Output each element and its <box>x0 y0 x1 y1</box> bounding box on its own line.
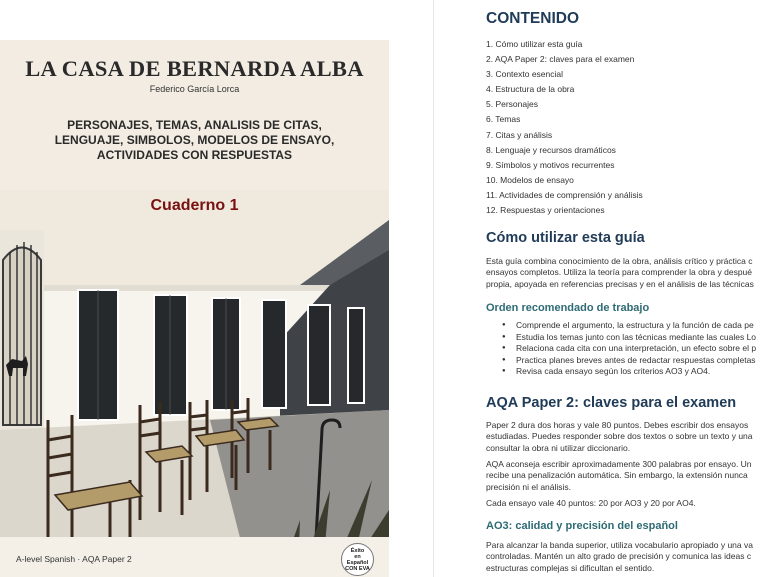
contents-item[interactable]: 11. Actividades de comprensión y análisis <box>486 189 643 200</box>
contents-item[interactable]: 3. Contexto esencial <box>486 69 564 80</box>
contents-list <box>486 37 643 218</box>
cover-page <box>0 40 389 577</box>
contents-item[interactable]: 9. Símbolos y motivos recurrentes <box>486 159 615 170</box>
text-line: estudiadas. Puedes responder sobre dos textos o sobre un texto y una <box>486 431 753 442</box>
contents-item[interactable]: 6. Temas <box>486 114 521 125</box>
cover-subtitle-line: ACTIVIDADES CON RESPUESTAS <box>96 148 293 162</box>
cover-author: Federico García Lorca <box>149 84 240 94</box>
section-heading-aqa: AQA Paper 2: claves para el examen <box>486 395 737 411</box>
contents-item[interactable]: 2. AQA Paper 2: claves para el examen <box>486 54 635 65</box>
bullet-item: ● Relaciona cada cita con una interpretación, un efecto sobre el p <box>502 343 756 355</box>
cover-title: LA CASA DE BERNARDA ALBA <box>25 56 364 81</box>
contents-item[interactable]: 12. Respuestas y orientaciones <box>486 205 605 216</box>
aqa-paragraph-1 <box>486 420 769 454</box>
cover-footer: A-level Spanish · AQA Paper 2 <box>16 554 132 564</box>
order-bullet-list <box>502 320 756 378</box>
contents-item[interactable]: 5. Personajes <box>486 99 538 110</box>
cover-subtitle-line: LENGUAJE, SIMBOLOS, MODELOS DE ENSAYO, <box>54 133 335 147</box>
logo-line: CON EVA <box>345 565 370 572</box>
text-line: Para alcanzar la banda superior, utiliza vocabulario apropiado y una va <box>486 540 753 550</box>
text-line: controladas. Mantén un alto grado de precisión y comunica las ideas c <box>486 551 752 562</box>
contents-item[interactable]: 7. Citas y análisis <box>486 129 553 140</box>
subheading-order: Orden recomendado de trabajo <box>486 302 650 314</box>
logo-line: Español <box>346 559 369 566</box>
contents-item[interactable]: 1. Cómo utilizar esta guía <box>486 39 583 49</box>
ao3-paragraph <box>486 540 769 574</box>
text-line: estructuras complejas si dificultan el sentido. <box>486 562 655 573</box>
publisher-logo <box>341 543 374 576</box>
logo-line: Éxito <box>350 547 365 554</box>
text-line: ensayos completos. Utiliza la teoría para comprender la obra y despué <box>486 267 753 278</box>
text-line: recibe una penalización automática. Sin embargo, la extensión nunca <box>486 470 748 481</box>
contents-item[interactable]: 4. Estructura de la obra <box>486 84 575 95</box>
bullet-item: ● Revisa cada ensayo según los criterios AO3 y AO4. <box>502 366 756 378</box>
page-gap <box>389 0 433 577</box>
contents-item[interactable]: 8. Lenguaje y recursos dramáticos <box>486 144 616 155</box>
how-to-paragraph <box>486 256 769 290</box>
text-line: Paper 2 dura dos horas y vale 80 puntos. Debes escribir dos ensayos <box>486 420 749 430</box>
bullet-item: ● Practica planes breves antes de redactar respuestas completas <box>502 355 756 367</box>
bullet-item: ● Comprende el argumento, la estructura y la función de cada pe <box>502 320 756 332</box>
contents-item[interactable]: 10. Modelos de ensayo <box>486 174 574 185</box>
logo-line: en <box>354 553 361 560</box>
text-line: precisión ni el análisis. <box>486 481 572 492</box>
aqa-paragraph-2 <box>486 459 769 493</box>
section-heading-how-to: Cómo utilizar esta guía <box>486 230 645 246</box>
subheading-ao3: AO3: calidad y precisión del español <box>486 520 678 532</box>
cover-booklet-number: Cuaderno 1 <box>150 197 239 214</box>
cover-illustration <box>0 190 389 577</box>
cover-subtitle-line: PERSONAJES, TEMAS, ANALISIS DE CITAS, <box>67 118 322 132</box>
text-line: Cada ensayo vale 40 puntos: 20 por AO3 y 20 por AO4. <box>486 498 696 508</box>
text-line: AQA aconseja escribir aproximadamente 300 palabras por ensayo. Un <box>486 459 752 469</box>
contents-heading: CONTENIDO <box>486 10 579 27</box>
text-line: Esta guía combina conocimiento de la obra, análisis crítico y práctica c <box>486 256 753 266</box>
aqa-paragraph-3 <box>486 498 769 509</box>
contents-page <box>433 0 769 577</box>
text-line: consultar la obra ni utilizar diccionario. <box>486 442 631 453</box>
bullet-item: ● Estudia los temas junto con las técnicas mediante las cuales Lo <box>502 332 756 344</box>
cover-subtitle <box>40 118 349 163</box>
text-line: propia, apoyada en referencias precisas y en el análisis de las técnicas <box>486 278 754 289</box>
